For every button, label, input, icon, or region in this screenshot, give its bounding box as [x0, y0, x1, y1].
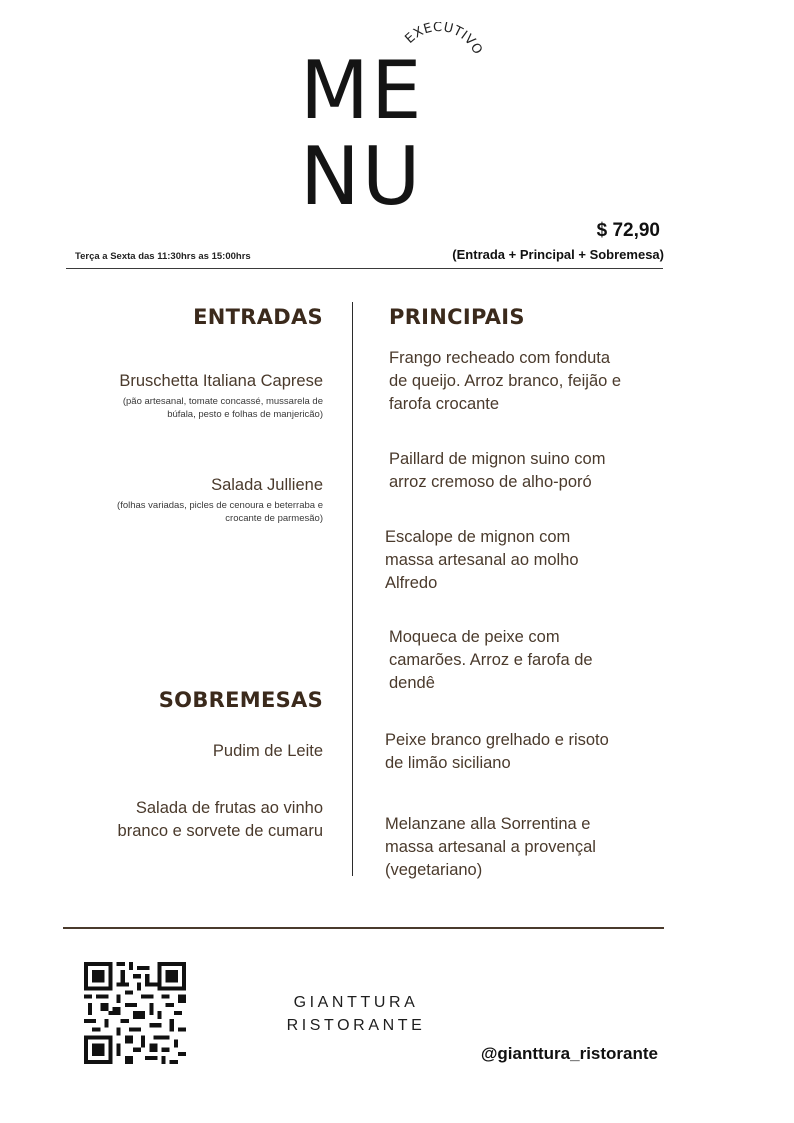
principal-line: Paillard de mignon suino com	[389, 450, 606, 468]
column-divider	[352, 302, 353, 876]
sobremesas-heading: SOBREMESAS	[158, 688, 323, 712]
brand-line2: RISTORANTE	[286, 1017, 426, 1034]
principal-line: massa artesanal a provençal	[385, 838, 596, 856]
menu-title-line2: NU	[300, 130, 423, 223]
restaurant-name	[278, 991, 434, 1037]
principal-line: Alfredo	[385, 574, 438, 592]
principal-item	[389, 347, 669, 416]
sobremesa-item	[53, 797, 323, 843]
entrada-item	[53, 370, 323, 421]
principal-line: massa artesanal ao molho	[385, 551, 579, 569]
principal-line: Peixe branco grelhado e risoto	[385, 731, 609, 749]
principal-line: de queijo. Arroz branco, feijão e	[389, 372, 622, 390]
principal-line: dendê	[389, 674, 435, 692]
principal-line: Moqueca de peixe com	[389, 628, 560, 646]
bottom-divider	[63, 927, 664, 929]
principal-line: de limão siciliano	[385, 754, 511, 772]
principal-item	[385, 813, 665, 882]
qr-code-icon[interactable]	[84, 962, 186, 1064]
top-divider	[66, 268, 663, 269]
principal-line: farofa crocante	[389, 395, 500, 413]
price: $ 72,90	[596, 220, 660, 241]
entrada-desc-line: (pão artesanal, tomate concassé, mussarela de	[122, 396, 323, 407]
principal-item	[389, 448, 669, 494]
principal-line: camarões. Arroz e farofa de	[389, 651, 593, 669]
principal-line: arroz cremoso de alho-poró	[389, 473, 592, 491]
principais-heading: PRINCIPAIS	[389, 305, 525, 329]
entrada-desc-line: crocante de parmesão)	[225, 513, 323, 524]
entrada-desc-line: búfala, pesto e folhas de manjericão)	[167, 409, 323, 420]
principal-item	[385, 729, 665, 775]
brand-line1: GIANTTURA	[293, 994, 419, 1011]
principal-item	[385, 526, 665, 595]
executivo-arc-label	[400, 22, 490, 112]
entradas-heading: ENTRADAS	[193, 305, 323, 329]
entrada-name: Salada Julliene	[211, 476, 323, 494]
sobremesa-line: branco e sorvete de cumaru	[117, 822, 323, 840]
sobremesa-line: Pudim de Leite	[212, 742, 323, 760]
principal-line: Escalope de mignon com	[385, 528, 571, 546]
principal-line: Frango recheado com fonduta	[389, 349, 611, 367]
principal-item	[389, 626, 669, 695]
sobremesa-item	[53, 740, 323, 763]
sobremesa-line: Salada de frutas ao vinho	[135, 799, 323, 817]
menu-title-line1: ME	[300, 44, 424, 137]
entrada-item	[33, 474, 323, 525]
entrada-desc-line: (folhas variadas, picles de cenoura e beterraba e	[117, 500, 323, 511]
entrada-name: Bruschetta Italiana Caprese	[119, 372, 323, 390]
instagram-handle[interactable]: @gianttura_ristorante	[480, 1044, 658, 1063]
principal-line: Melanzane alla Sorrentina e	[385, 815, 591, 833]
combo-description: (Entrada + Principal + Sobremesa)	[452, 247, 664, 262]
principal-line: (vegetariano)	[385, 861, 483, 879]
schedule: Terça a Sexta das 11:30hrs as 15:00hrs	[75, 251, 251, 262]
svg-text:EXECUTIVO: EXECUTIVO	[402, 22, 486, 58]
entrada-desc	[33, 499, 323, 525]
entrada-desc	[53, 395, 323, 421]
